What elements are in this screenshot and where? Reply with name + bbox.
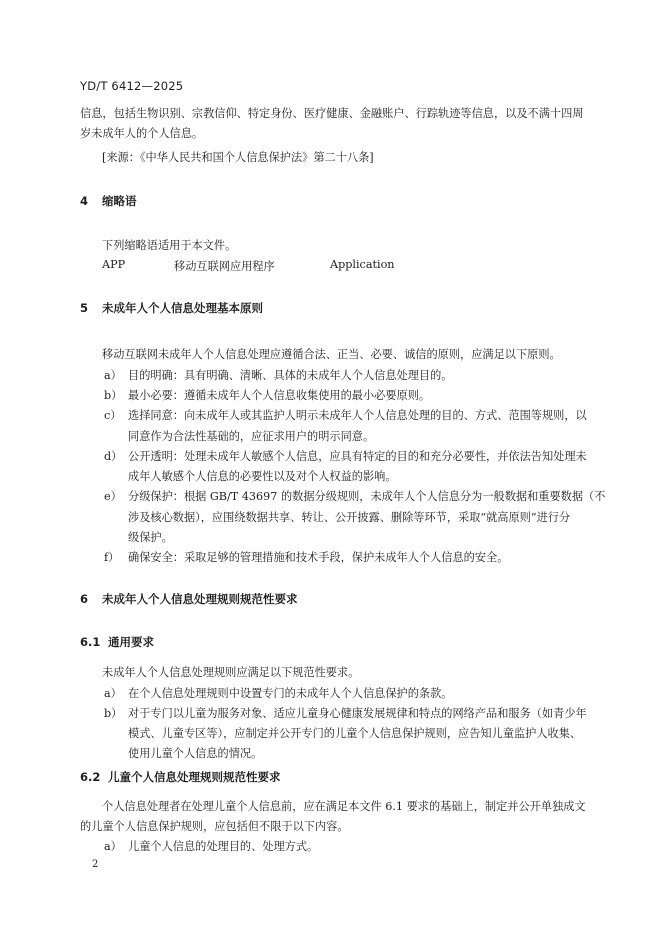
section-number: 6.2 <box>80 770 101 784</box>
list-marker: a） <box>104 840 122 853</box>
list-text: 在个人信息处理规则中设置专门的未成年人个人信息保护的条款。 <box>128 687 453 700</box>
section-4-intro: 下列缩略语适用于本文件。 <box>102 239 237 252</box>
section-title: 缩略语 <box>102 194 137 208</box>
document-id: YD/T 6412—2025 <box>80 79 184 93</box>
section-number: 6 <box>80 592 89 606</box>
list-marker: e） <box>104 490 122 503</box>
list-text: 目的明确：具有明确、清晰、具体的未成年人个人信息处理目的。 <box>128 369 453 382</box>
list-text: 对于专门以儿童为服务对象、适应儿童身心健康发展规律和特点的网络产品和服务（如青少年 <box>128 707 587 720</box>
section-number: 5 <box>80 301 89 315</box>
list-marker: a） <box>104 369 122 382</box>
section-6-2-heading <box>80 769 281 785</box>
list-text-continued: 使用儿童个人信息的情况。 <box>128 747 263 760</box>
list-text: 儿童个人信息的处理目的、处理方式。 <box>128 840 319 853</box>
list-marker: b） <box>104 707 123 720</box>
intro-line-1: 信息，包括生物识别、宗教信仰、特定身份、医疗健康、金融账户、行踪轨迹等信息，以及不满十四周 <box>80 107 584 120</box>
list-text-continued: 成年人敏感个人信息的必要性以及对个人权益的影响。 <box>128 470 397 483</box>
abbr-term: APP <box>102 258 126 271</box>
abbr-chinese: 移动互联网应用程序 <box>174 260 275 273</box>
source-citation: [来源：《中华人民共和国个人信息保护法》第二十八条] <box>102 151 374 164</box>
list-marker: a） <box>104 687 122 700</box>
list-text: 最小必要：遵循未成年人个人信息收集使用的最小必要原则。 <box>128 389 431 402</box>
section-6-2-para-line-1: 个人信息处理者在处理儿童个人信息前，应在满足本文件 6.1 要求的基础上，制定并公开单独成文 <box>102 800 586 813</box>
section-4-heading <box>80 193 137 209</box>
list-marker: b） <box>104 389 123 402</box>
list-text-continued: 涉及核心数据），应围绕数据共享、转让、公开披露、删除等环节，采取“就高原则”进行分 <box>128 511 571 524</box>
section-6-1-intro: 未成年人个人信息处理规则应满足以下规范性要求。 <box>102 666 360 679</box>
section-title: 通用要求 <box>108 635 154 649</box>
list-text-continued: 同意作为合法性基础的，应征求用户的明示同意。 <box>128 430 375 443</box>
list-text: 确保安全：采取足够的管理措施和技术手段，保护未成年人个人信息的安全。 <box>128 551 509 564</box>
list-text: 公开透明：处理未成年人敏感个人信息，应具有特定的目的和充分必要性，并依法告知处理未 <box>128 450 587 463</box>
list-text-continued: 级保护。 <box>128 531 173 544</box>
section-title: 未成年人个人信息处理基本原则 <box>102 301 263 315</box>
list-marker: f） <box>104 551 120 564</box>
list-marker: c） <box>104 409 122 422</box>
list-marker: d） <box>104 450 123 463</box>
section-5-heading <box>80 300 263 316</box>
section-5-intro: 移动互联网未成年人个人信息处理应遵循合法、正当、必要、诚信的原则，应满足以下原则。 <box>102 348 561 361</box>
page-number: 2 <box>92 859 99 870</box>
section-6-2-para-line-2: 的儿童个人信息保护规则，应包括但不限于以下内容。 <box>80 820 349 833</box>
section-6-heading <box>80 591 298 607</box>
intro-line-2: 岁未成年人的个人信息。 <box>80 127 204 140</box>
section-number: 6.1 <box>80 635 101 649</box>
list-text: 选择同意：向未成年人或其监护人明示未成年人个人信息处理的目的、方式、范围等规则，以 <box>128 409 587 422</box>
abbr-english: Application <box>330 258 395 271</box>
section-title: 未成年人个人信息处理规则规范性要求 <box>102 592 298 606</box>
list-text: 分级保护：根据 GB/T 43697 的数据分级规则，未成年人个人信息分为一般数据和重要数据（不 <box>128 490 606 503</box>
section-title: 儿童个人信息处理规则规范性要求 <box>108 770 281 784</box>
section-6-1-heading <box>80 634 154 650</box>
list-text-continued: 模式、儿童专区等），应制定并公开专门的儿童个人信息保护规则，应告知儿童监护人收集、 <box>128 727 582 740</box>
section-number: 4 <box>80 194 89 208</box>
